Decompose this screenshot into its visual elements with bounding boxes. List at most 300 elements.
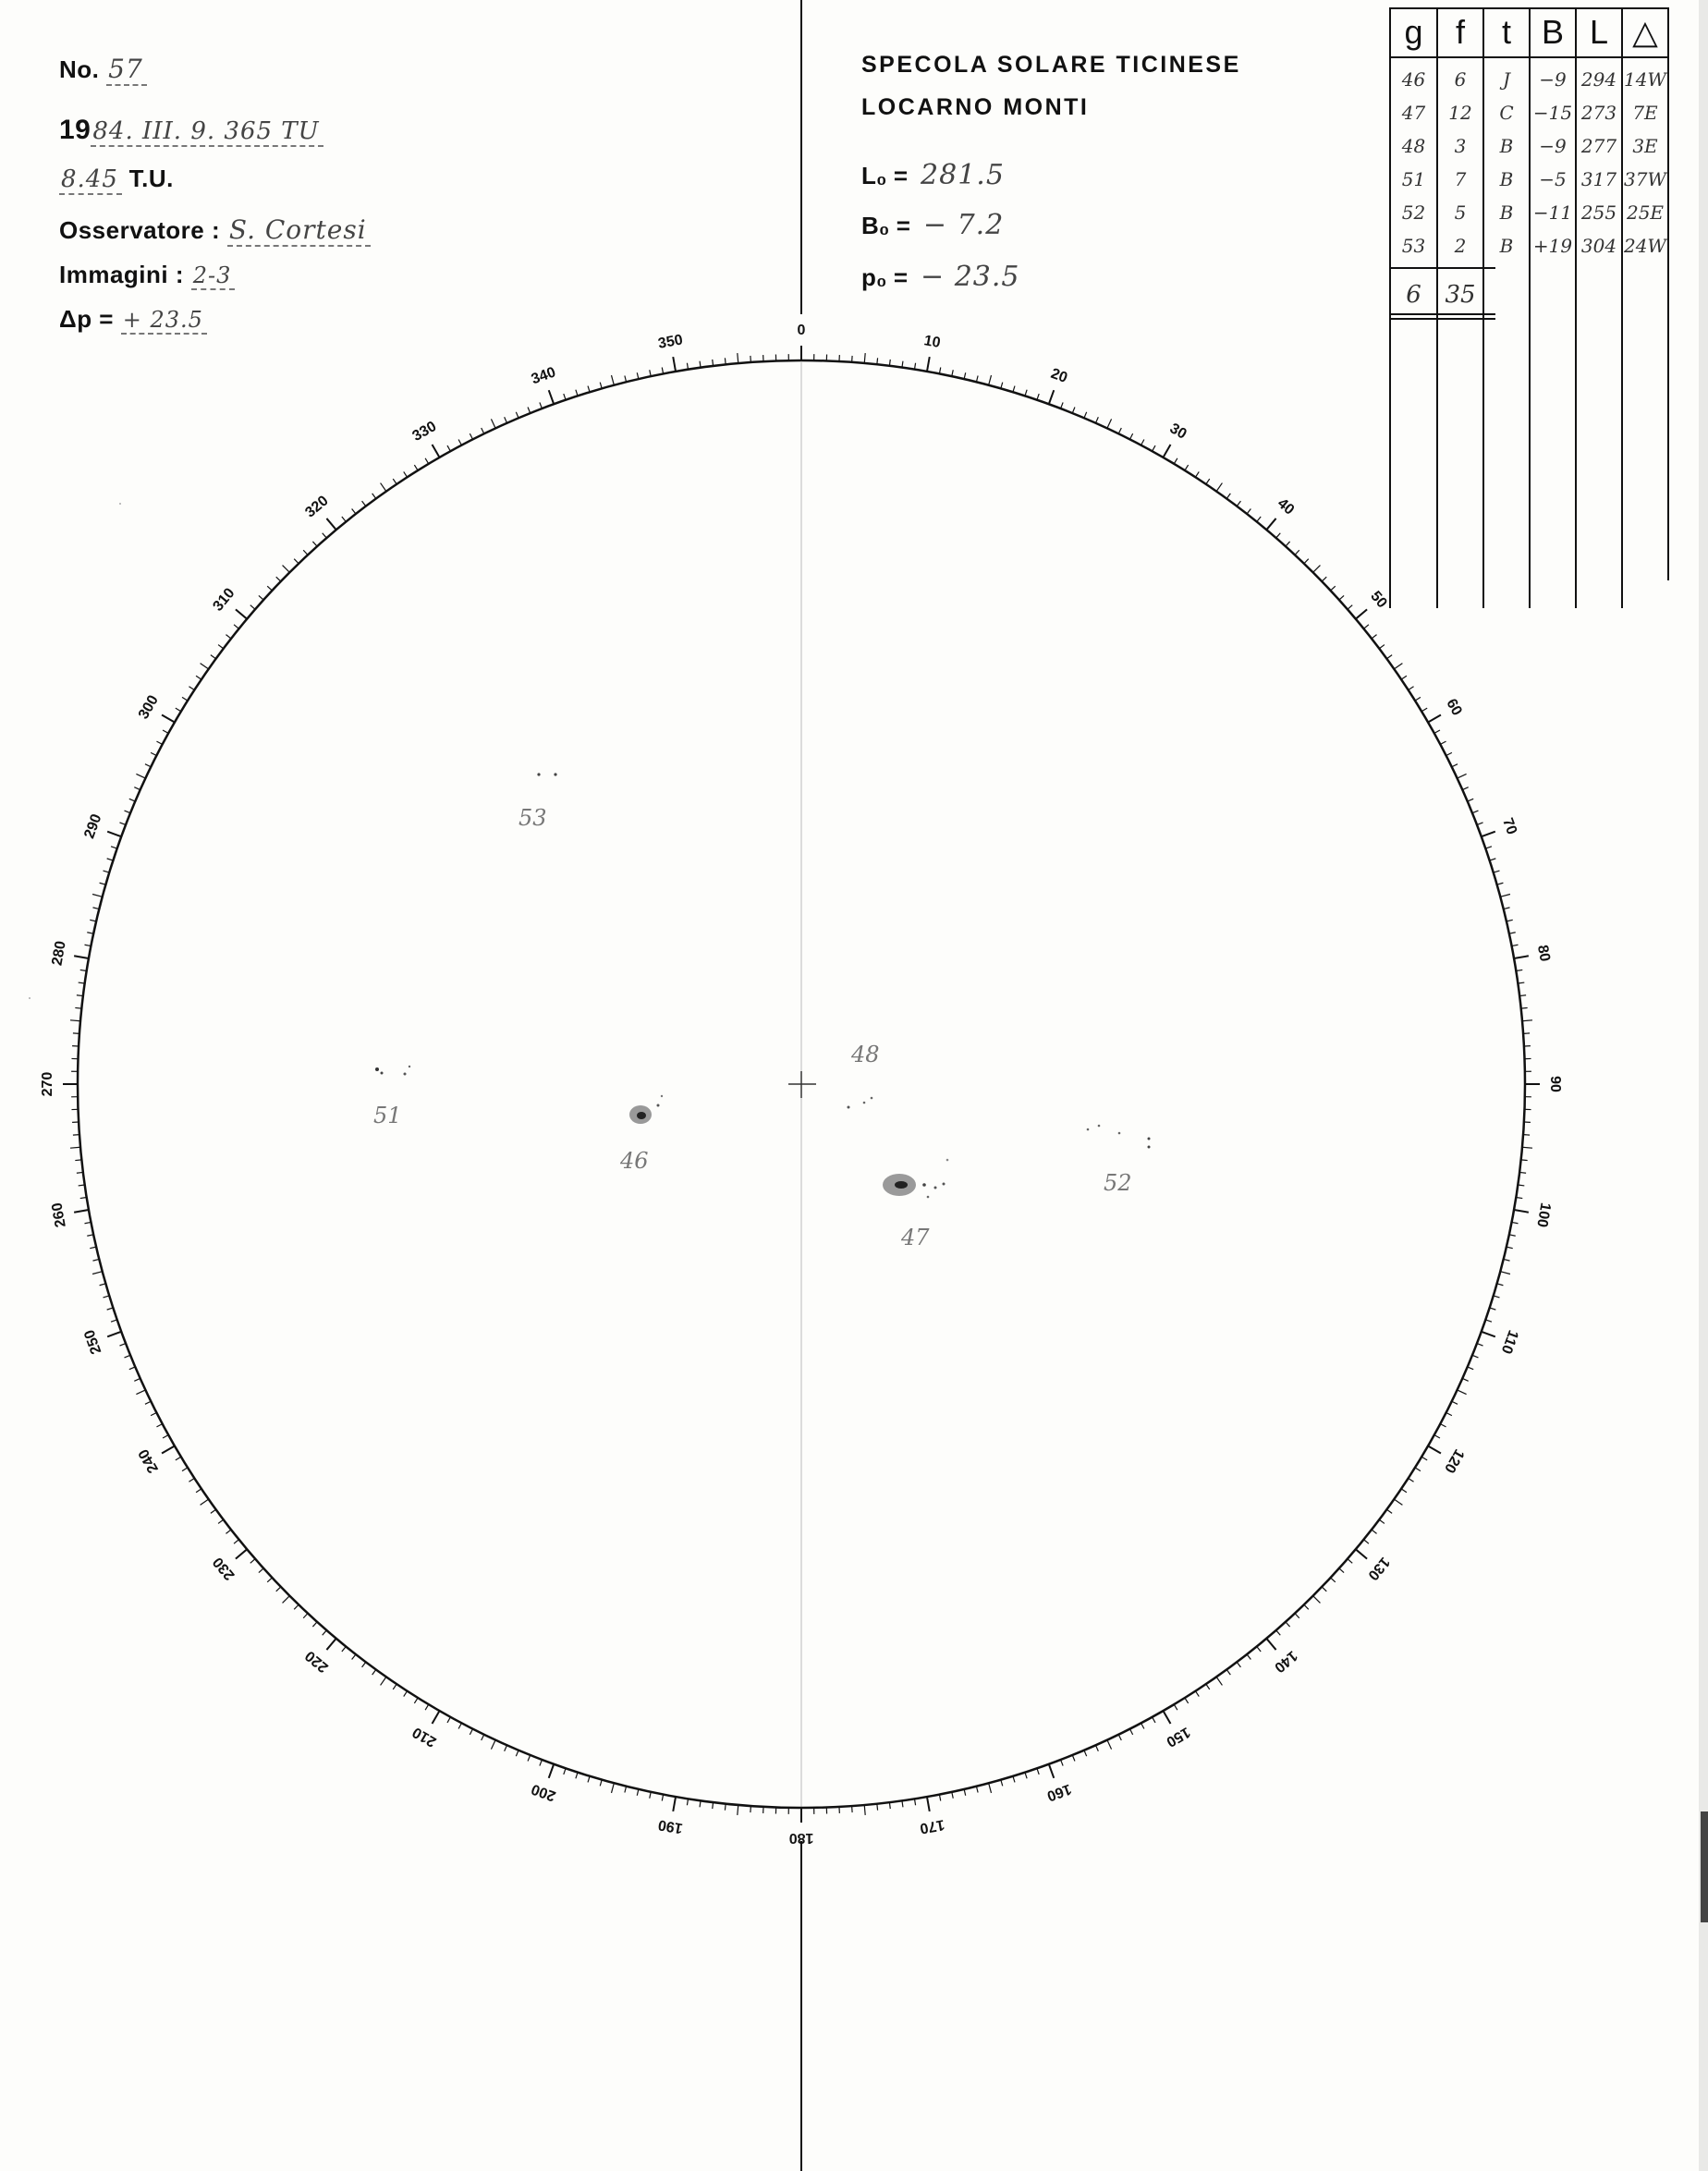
dial-tick <box>104 871 110 872</box>
dial-tick <box>1356 609 1367 618</box>
observer-label: Osservatore : <box>59 216 221 244</box>
dial-tick <box>564 394 566 400</box>
dial-tick <box>74 956 89 958</box>
dial-tick <box>1129 433 1132 439</box>
dial-tick <box>1185 465 1189 470</box>
dial-label: 240 <box>135 1445 162 1476</box>
table-cell-delta: 25E <box>1626 201 1665 224</box>
table-cell-l: 277 <box>1580 135 1617 157</box>
dial-tick <box>1072 408 1075 413</box>
dial-tick <box>1428 1446 1441 1454</box>
dial-tick <box>372 1669 376 1675</box>
dial-tick <box>976 1787 978 1793</box>
dial-tick <box>1061 402 1064 409</box>
dial-tick <box>1331 586 1336 591</box>
dial-tick <box>877 358 878 364</box>
table-cell-g: 46 <box>1401 68 1426 91</box>
param-l0-label: L₀ = <box>861 162 909 189</box>
dial-tick <box>267 586 272 591</box>
table-cell-t: B <box>1499 201 1514 224</box>
dial-tick <box>625 1787 627 1793</box>
dial-tick <box>74 1210 89 1213</box>
dial-tick <box>1084 1750 1087 1756</box>
table-cell-t: J <box>1502 68 1511 91</box>
paper-speck <box>119 503 121 505</box>
dial-tick <box>1237 1662 1240 1667</box>
dial-tick <box>516 412 518 418</box>
dial-tick <box>549 1764 554 1778</box>
dial-tick <box>1490 859 1496 860</box>
dial-tick <box>136 774 145 778</box>
dial-tick <box>1401 1489 1407 1493</box>
table-cell-delta: 7E <box>1632 102 1658 124</box>
sunspot-group-48 <box>848 1097 873 1109</box>
dial-tick <box>77 1172 83 1173</box>
dial-label: 250 <box>81 1327 105 1357</box>
dial-tick <box>1514 1210 1529 1213</box>
dial-tick <box>637 1789 639 1796</box>
dial-tick <box>196 1489 201 1493</box>
dial-tick <box>650 1792 651 1799</box>
dial-tick <box>611 1783 614 1793</box>
time-value: 8.45 <box>59 165 122 195</box>
dial-tick <box>125 811 130 813</box>
dial-tick <box>323 1630 327 1635</box>
dial-label: 110 <box>1497 1327 1521 1356</box>
dial-tick <box>1095 417 1098 422</box>
dial-tick <box>1504 1259 1510 1261</box>
dial-tick <box>1339 1568 1344 1573</box>
dial-tick <box>1519 1172 1526 1173</box>
dial-label: 230 <box>210 1554 238 1583</box>
dial-label: 160 <box>1044 1780 1074 1804</box>
dial-tick <box>1247 1654 1250 1660</box>
dial-tick <box>303 1614 308 1618</box>
dial-tick <box>1206 1684 1210 1689</box>
dial-tick <box>1379 1519 1385 1523</box>
sunspot-group-47 <box>883 1159 948 1199</box>
dial-tick <box>1428 715 1441 723</box>
dial-tick <box>1507 920 1513 921</box>
dial-label: 190 <box>656 1816 685 1836</box>
dial-tick <box>136 1390 145 1395</box>
dial-tick <box>1446 752 1452 755</box>
dial-tick <box>234 1540 238 1543</box>
param-p0-label: p₀ = <box>861 263 909 291</box>
dial-tick <box>491 419 495 428</box>
dial-tick <box>637 372 639 379</box>
dial-tick <box>1494 1296 1500 1298</box>
dial-tick <box>77 995 83 996</box>
table-cell-l: 273 <box>1580 102 1617 124</box>
col-header-delta: △ <box>1632 13 1658 51</box>
dial-tick <box>1462 1378 1468 1381</box>
dial-tick <box>1485 1320 1492 1322</box>
table-cell-f: 6 <box>1454 68 1467 91</box>
dial-tick <box>218 645 224 649</box>
dial-tick <box>1434 730 1440 733</box>
dial-tick <box>125 1355 130 1358</box>
dial-tick <box>964 372 966 379</box>
col-header-t: t <box>1501 13 1511 51</box>
dial-label: 310 <box>210 585 238 615</box>
dial-tick <box>470 433 472 439</box>
group-label-48: 48 <box>851 1042 880 1067</box>
table-cell-l: 255 <box>1580 201 1617 224</box>
col-header-g: g <box>1404 13 1423 51</box>
dial-tick <box>352 508 356 514</box>
dial-tick <box>927 357 930 372</box>
sunspot-group-51 <box>375 1066 410 1076</box>
col-header-b: B <box>1541 13 1564 51</box>
dial-tick <box>889 360 890 366</box>
dial-tick <box>267 1578 272 1582</box>
dial-tick <box>1339 595 1344 600</box>
dial-tick <box>1372 1530 1377 1533</box>
table-cell-g: 52 <box>1401 201 1426 224</box>
dial-tick <box>1494 871 1500 872</box>
dial-tick <box>104 1296 110 1298</box>
dial-tick <box>1446 1412 1452 1415</box>
dial-tick <box>1379 645 1385 649</box>
dial-tick <box>1322 577 1326 581</box>
dial-tick <box>1477 823 1483 825</box>
dial-label: 280 <box>49 939 69 968</box>
images-label: Immagini : <box>59 261 185 288</box>
sunspot-group-53 <box>537 773 556 775</box>
dial-tick <box>1195 471 1199 477</box>
dial-tick <box>1276 1630 1281 1635</box>
table-cell-g: 53 <box>1401 235 1426 257</box>
dial-tick <box>326 518 336 530</box>
dial-tick <box>92 894 103 896</box>
table-cell-f: 7 <box>1454 168 1467 190</box>
dial-tick <box>414 465 418 470</box>
table-cell-g: 47 <box>1401 102 1426 124</box>
dial-tick <box>1485 847 1492 848</box>
dial-tick <box>1409 1478 1414 1482</box>
dial-tick <box>70 1020 80 1021</box>
dial-tick <box>151 752 156 755</box>
group-label-47: 47 <box>901 1225 930 1250</box>
dial-tick <box>1386 1509 1392 1513</box>
number-label: No. <box>59 55 100 83</box>
dial-tick <box>433 445 440 457</box>
table-cell-b: −9 <box>1539 135 1567 157</box>
dial-tick <box>1452 764 1458 767</box>
dial-label: 20 <box>1048 365 1070 386</box>
dial-label: 180 <box>788 1829 814 1846</box>
dial-tick <box>145 764 151 767</box>
date-value: 84. III. 9. 365 TU <box>91 117 323 147</box>
dial-tick <box>1174 458 1177 464</box>
dial-tick <box>362 501 366 506</box>
group-label-46: 46 <box>620 1148 649 1174</box>
table-cell-t: B <box>1499 235 1514 257</box>
dial-tick <box>250 605 255 610</box>
dial-tick <box>864 1805 865 1815</box>
dial-tick <box>111 1320 117 1322</box>
dial-tick <box>201 664 209 669</box>
dial-tick <box>713 1802 714 1809</box>
dial-tick <box>725 1804 726 1811</box>
dial-tick <box>259 595 263 600</box>
group-label-53: 53 <box>518 805 547 831</box>
dial-tick <box>1409 687 1414 690</box>
dial-tick <box>516 1750 518 1756</box>
dial-tick <box>673 1797 676 1811</box>
dial-tick <box>1095 1745 1098 1750</box>
dial-tick <box>342 517 346 521</box>
table-cell-delta: 37W <box>1623 168 1666 190</box>
dial-tick <box>107 859 114 860</box>
dial-label: 140 <box>1271 1647 1300 1676</box>
dial-tick <box>625 375 627 382</box>
dial-label: 210 <box>409 1724 440 1750</box>
dial-tick <box>576 1773 578 1779</box>
col-header-l: L <box>1589 13 1609 51</box>
dial-tick <box>864 353 865 363</box>
dial-tick <box>1257 517 1261 521</box>
dial-tick <box>1013 386 1015 393</box>
table-cell-b: −5 <box>1539 168 1567 190</box>
dial-tick <box>1477 1344 1483 1347</box>
total-groups: 6 <box>1406 281 1421 309</box>
dial-tick <box>1286 542 1290 546</box>
dial-tick <box>1468 1367 1473 1370</box>
dial-tick <box>163 730 168 733</box>
dial-tick <box>1216 1677 1222 1685</box>
table-cell-f: 3 <box>1454 135 1467 157</box>
dial-tick <box>134 787 140 790</box>
dial-label: 330 <box>409 418 440 445</box>
dial-label: 170 <box>918 1816 946 1836</box>
table-cell-g: 48 <box>1401 135 1426 157</box>
dial-tick <box>1185 1698 1189 1703</box>
dial-label: 290 <box>81 811 105 841</box>
dial-tick <box>952 370 953 376</box>
dial-tick <box>1519 995 1526 996</box>
dial-tick <box>342 1647 346 1652</box>
dial-label: 340 <box>529 364 558 388</box>
dial-tick <box>1313 1596 1321 1604</box>
dial-tick <box>87 1235 93 1236</box>
dial-tick <box>1372 635 1377 639</box>
dial-tick <box>156 1424 162 1427</box>
dial-tick <box>1049 390 1054 404</box>
dial-tick <box>1468 799 1473 801</box>
institution-location: LOCARNO MONTI <box>861 94 1090 120</box>
dial-label: 150 <box>1163 1724 1193 1750</box>
dial-tick <box>119 823 126 825</box>
dial-tick <box>1504 908 1510 909</box>
dial-tick <box>259 1568 263 1573</box>
dial-tick <box>312 542 317 546</box>
param-p0-value: − 23.5 <box>921 261 1020 293</box>
dial-label: 80 <box>1533 944 1553 963</box>
table-cell-l: 304 <box>1580 235 1617 257</box>
dial-tick <box>505 417 507 422</box>
dial-tick <box>1195 1691 1199 1697</box>
dial-tick <box>1266 1639 1275 1650</box>
dial-tick <box>1482 832 1495 836</box>
dial-tick <box>1174 1704 1177 1710</box>
dial-tick <box>189 1478 194 1482</box>
dial-tick <box>1141 1723 1144 1728</box>
dial-tick <box>1522 1147 1532 1148</box>
table-cell-l: 294 <box>1580 68 1617 91</box>
dial-tick <box>1356 1549 1367 1558</box>
dial-tick <box>414 1698 418 1703</box>
dial-tick <box>226 1530 231 1533</box>
dial-tick <box>182 1468 188 1471</box>
dial-tick <box>927 1797 930 1811</box>
table-cell-g: 51 <box>1401 168 1426 190</box>
dial-tick <box>129 799 135 801</box>
dial-label: 200 <box>529 1780 558 1804</box>
dial-tick <box>176 1457 181 1460</box>
dial-label: 0 <box>797 323 806 339</box>
dial-tick <box>1118 428 1121 433</box>
dial-tick <box>176 708 181 712</box>
dial-tick <box>1440 1424 1446 1427</box>
dial-tick <box>1482 1332 1495 1336</box>
dial-tick <box>1462 787 1468 790</box>
dial-tick <box>1226 494 1230 499</box>
dial-tick <box>1421 708 1427 712</box>
dial-tick <box>1415 697 1421 701</box>
param-l0-value: 281.5 <box>921 159 1005 191</box>
dial-tick <box>1364 1540 1369 1543</box>
dial-tick <box>1037 1768 1039 1775</box>
dial-tick <box>92 908 99 909</box>
table-cell-delta: 14W <box>1623 68 1666 91</box>
dial-tick <box>1514 956 1529 958</box>
dial-tick <box>393 479 396 484</box>
dial-tick <box>1331 1578 1336 1582</box>
dial-tick <box>1452 1401 1458 1404</box>
dial-tick <box>90 920 96 921</box>
dial-tick <box>576 390 578 396</box>
dial-tick <box>1153 445 1155 451</box>
dial-tick <box>1500 894 1510 896</box>
dial-tick <box>713 360 714 366</box>
dial-tick <box>107 832 121 836</box>
dial-tick <box>1394 1499 1402 1505</box>
dial-tick <box>989 375 992 385</box>
dial-label: 350 <box>656 332 685 352</box>
dial-tick <box>1521 1007 1528 1008</box>
dial-tick <box>447 445 450 451</box>
group-label-52: 52 <box>1104 1170 1132 1196</box>
dial-tick <box>1206 479 1210 484</box>
dial-tick <box>303 550 308 555</box>
dial-tick <box>1490 1308 1496 1310</box>
dial-tick <box>1348 605 1352 610</box>
dial-tick <box>482 428 484 433</box>
dial-tick <box>1348 1559 1352 1564</box>
dial-tick <box>163 1435 168 1438</box>
dial-label: 320 <box>302 493 332 521</box>
dial-tick <box>129 1367 135 1370</box>
dial-tick <box>381 1677 386 1685</box>
dial-tick <box>1415 1468 1421 1471</box>
dial-tick <box>1434 1435 1440 1438</box>
dial-tick <box>283 1596 290 1604</box>
group-label-51: 51 <box>373 1103 402 1128</box>
dial-tick <box>964 1789 966 1796</box>
dial-tick <box>1257 1647 1261 1652</box>
dial-tick <box>673 357 676 372</box>
dial-tick <box>877 1804 878 1811</box>
dial-tick <box>404 471 408 477</box>
dial-tick <box>1025 1773 1027 1779</box>
dial-tick <box>189 687 194 690</box>
dial-tick <box>312 1622 317 1627</box>
dial-tick <box>1072 1755 1075 1761</box>
dial-label: 120 <box>1441 1445 1468 1476</box>
institution-name: SPECOLA SOLARE TICINESE <box>861 52 1241 78</box>
dial-tick <box>70 1147 80 1148</box>
dial-tick <box>145 1401 151 1404</box>
dial-tick <box>564 1768 566 1775</box>
dial-tick <box>1472 1355 1478 1358</box>
dial-tick <box>470 1729 472 1735</box>
table-cell-t: B <box>1499 168 1514 190</box>
dial-tick <box>196 676 201 679</box>
dial-tick <box>381 483 386 492</box>
dial-label: 40 <box>1274 495 1298 518</box>
dial-tick <box>1247 508 1250 514</box>
dial-tick <box>250 1559 255 1564</box>
delta-p-label: Δp = <box>59 305 114 333</box>
dial-tick <box>1304 559 1309 564</box>
dial-tick <box>1013 1776 1015 1783</box>
dial-tick <box>404 1691 408 1697</box>
dial-tick <box>889 1802 890 1809</box>
table-cell-delta: 24W <box>1623 235 1666 257</box>
dial-tick <box>92 1272 103 1275</box>
dial-tick <box>236 609 247 618</box>
dial-tick <box>1049 1764 1054 1778</box>
dial-tick <box>1153 1717 1155 1723</box>
dial-tick <box>294 559 299 564</box>
dial-tick <box>1061 1760 1064 1766</box>
dial-tick <box>352 1654 356 1660</box>
dial-tick <box>1216 483 1222 492</box>
dial-tick <box>540 1760 543 1766</box>
dial-tick <box>323 533 327 538</box>
dial-tick <box>952 1792 953 1799</box>
table-cell-t: C <box>1499 102 1514 124</box>
dial-tick <box>1458 774 1467 778</box>
dial-tick <box>482 1735 484 1740</box>
dial-tick <box>1141 439 1144 445</box>
dial-tick <box>1129 1729 1132 1735</box>
dial-tick <box>1386 655 1392 659</box>
dial-tick <box>283 566 290 573</box>
dial-tick <box>1458 1390 1467 1395</box>
dial-tick <box>211 1509 216 1513</box>
dial-tick <box>1084 412 1087 418</box>
dial-tick <box>1500 1272 1510 1275</box>
dial-tick <box>528 408 531 413</box>
dial-tick <box>1440 741 1446 744</box>
table-cell-b: −11 <box>1532 201 1573 224</box>
dial-tick <box>1118 1735 1121 1740</box>
dial-tick <box>1394 664 1402 669</box>
dial-tick <box>1295 1614 1299 1618</box>
